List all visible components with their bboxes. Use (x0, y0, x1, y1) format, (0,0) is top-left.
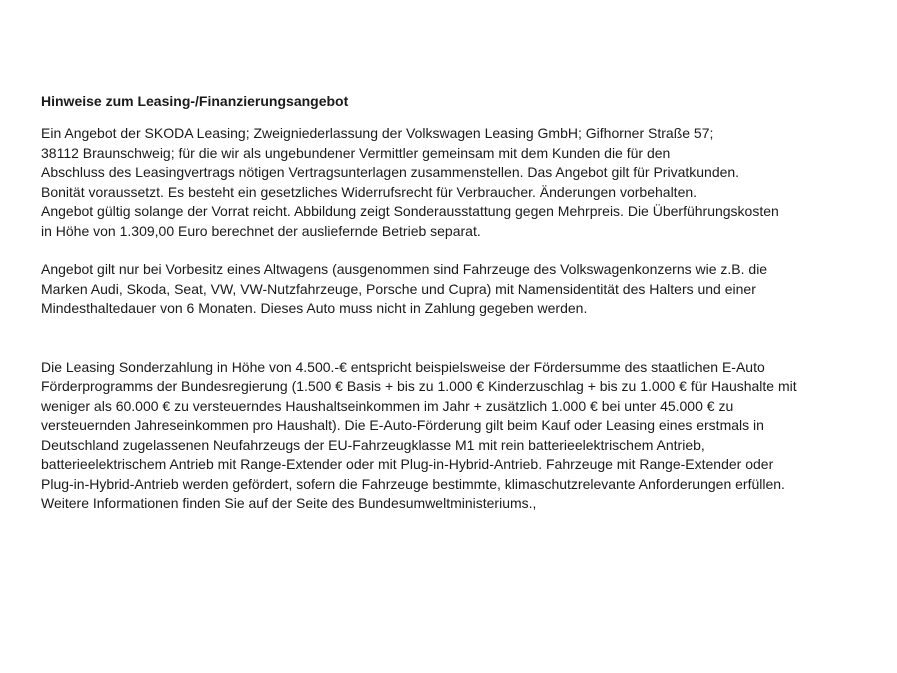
leasing-offer-paragraph (41, 124, 881, 241)
text-line: Weitere Informationen finden Sie auf der Seite des Bundesumweltministeriums., (41, 495, 537, 511)
text-line: in Höhe von 1.309,00 Euro berechnet der ausliefernde Betrieb separat. (41, 222, 481, 239)
text-line: 38112 Braunschweig; für die wir als ungebundener Vermittler gemeinsam mit dem Kunden die für den (41, 144, 671, 161)
e-auto-subsidy-paragraph (41, 358, 881, 514)
text-line: Angebot gilt nur bei Vorbesitz eines Altwagens (ausgenommen sind Fahrzeuge des Volkswagenkonzerns wie z.B. die (41, 261, 768, 277)
text-line: Die Leasing Sonderzahlung in Höhe von 4.500.-€ entspricht beispielsweise der Fördersumme des staatlichen E-Auto (41, 358, 765, 375)
paragraph-spacer (41, 319, 881, 358)
text-line: Plug-in-Hybrid-Antrieb werden gefördert, sofern die Fahrzeuge bestimmte, klimaschutzrelevante Anforderungen erfüllen. (41, 475, 785, 492)
text-line: versteuernden Jahreseinkommen pro Haushalt). Die E-Auto-Förderung gilt beim Kauf oder Leasing eines erstmals in (41, 417, 764, 433)
text-line: Marken Audi, Skoda, Seat, VW, VW-Nutzfahrzeuge, Porsche und Cupra) mit Namensidentität des Halters und einer (41, 280, 756, 297)
text-line: Mindesthaltedauer von 6 Monaten. Dieses Auto muss nicht in Zahlung gegeben werden. (41, 300, 588, 316)
text-line: Förderprogramms der Bundesregierung (1.500 € Basis + bis zu 1.000 € Kinderzuschlag + bis zu 1.000 € für Haushalte mit (41, 378, 797, 394)
paragraph-spacer (41, 241, 881, 260)
text-line: Angebot gültig solange der Vorrat reicht. Abbildung zeigt Sonderausstattung gegen Mehrpreis. Die Überführungskosten (41, 203, 779, 219)
text-line: Bonität voraussetzt. Es besteht ein gesetzliches Widerrufsrecht für Verbraucher. Änderungen vorbehalten. (41, 183, 698, 200)
text-line: Ein Angebot der SKODA Leasing; Zweigniederlassung der Volkswagen Leasing GmbH; Gifhorner Straße 57; (41, 125, 714, 141)
text-line: weniger als 60.000 € zu versteuerndes Haushaltseinkommen im Jahr + zusätzlich 1.000 € bei unter 45.000 € zu (41, 397, 734, 414)
text-line: Deutschland zugelassenen Neufahrzeugs der EU-Fahrzeugklasse M1 mit rein batterieelektrischem Antrieb, (41, 436, 705, 453)
trade-in-paragraph (41, 260, 881, 319)
leasing-notes (41, 91, 881, 514)
text-line: Abschluss des Leasingvertrags nötigen Vertragsunterlagen zusammenstellen. Das Angebot gilt für Privatkunden. (41, 164, 740, 180)
page-title: Hinweise zum Leasing-/Finanzierungsangebot (41, 93, 349, 109)
text-line: batterieelektrischem Antrieb mit Range-Extender oder mit Plug-in-Hybrid-Antrieb. Fahrzeuge mit Range-Extender oder (41, 456, 774, 472)
